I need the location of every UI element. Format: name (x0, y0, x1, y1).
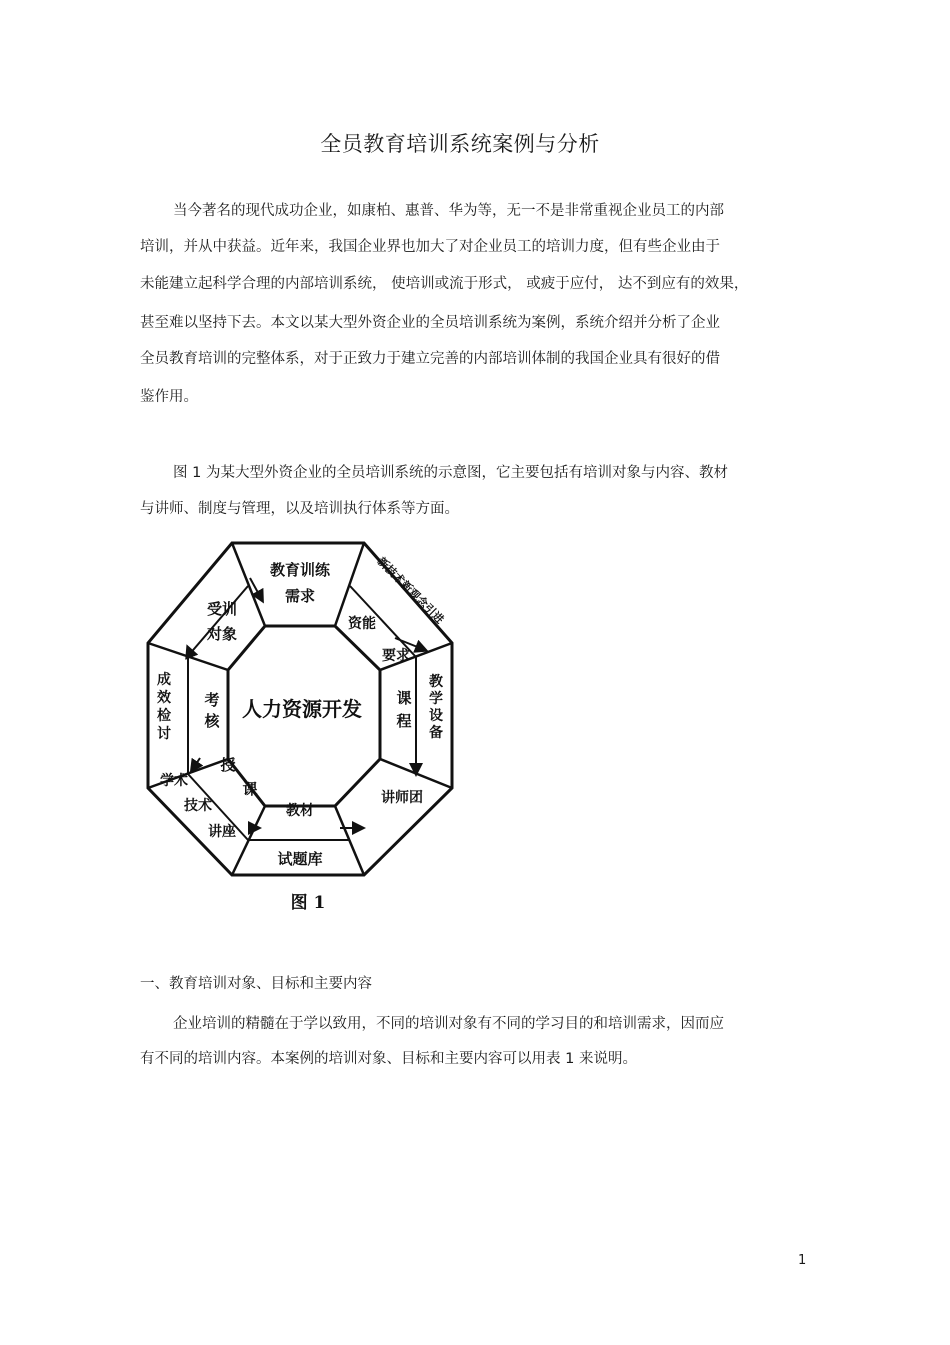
outer-lecturer-group: 讲师团 (381, 790, 423, 806)
section-line-1: 企业培训的精髓在于学以致用，不同的培训对象有不同的学习目的和培训需求，因而应 (173, 1016, 724, 1032)
inner-trainee-2: 对象 (206, 625, 238, 643)
inner-assessment-1: 考 (204, 691, 220, 709)
outer-equipment-3: 设 (429, 708, 443, 724)
figure-intro-line-2: 与讲师、制度与管理，以及培训执行体系等方面。 (140, 501, 459, 517)
section-line-2: 有不同的培训内容。本案例的培训对象、目标和主要内容可以用表 1 来说明。 (140, 1051, 637, 1067)
figure-intro-line-1: 图 1 为某大型外资企业的全员培训系统的示意图，它主要包括有培训对象与内容、教材 (173, 465, 728, 481)
inner-assessment-2: 核 (204, 712, 220, 730)
figure-caption: 图 1 (290, 893, 326, 913)
outer-lecture-3: 讲座 (208, 824, 236, 840)
inner-teaching-2: 课 (242, 780, 258, 798)
outer-need-2: 需求 (284, 587, 316, 605)
intro-line-2: 培训，并从中获益。近年来，我国企业界也加大了对企业员工的培训力度，但有些企业由于 (140, 239, 720, 255)
inner-course-1: 课 (396, 689, 412, 707)
outer-equipment-4: 备 (429, 725, 443, 741)
outer-need-1: 教育训练 (269, 561, 331, 579)
octagon-diagram-svg (140, 538, 460, 918)
intro-line-4: 甚至难以坚持下去。本文以某大型外资企业的全员培训系统为案例，系统介绍并分析了企业 (140, 315, 720, 331)
intro-line-5: 全员教育培训的完整体系，对于正致力于建立完善的内部培训体制的我国企业具有很好的借 (140, 351, 720, 367)
inner-ability-1: 资能 (348, 616, 376, 632)
divider-ne (335, 543, 364, 626)
document-title: 全员教育培训系统案例与分析 (320, 132, 600, 156)
outer-equipment-2: 学 (429, 691, 443, 707)
outer-review-3: 检 (157, 708, 171, 724)
intro-line-1: 当今著名的现代成功企业，如康柏、惠普、华为等，无一不是非常重视企业员工的内部 (173, 203, 724, 219)
intro-line-3: 未能建立起科学合理的内部培训系统， 使培训或流于形式， 或疲于应付， 达不到应有的效果， (140, 276, 749, 292)
intro-line-6: 鉴作用。 (140, 389, 198, 405)
outer-review-2: 效 (157, 690, 171, 706)
flow-arrow-5 (192, 758, 200, 770)
outer-lecture-1: 学术 (160, 773, 188, 789)
page-number: 1 (798, 1253, 807, 1268)
outer-equipment-1: 教 (429, 674, 443, 690)
inner-ability-2: 要求 (382, 648, 410, 664)
outer-new-tech: 新技术新观念引进 (374, 554, 447, 627)
inner-course-2: 程 (396, 712, 412, 730)
outer-review-4: 讨 (157, 726, 171, 742)
inner-teaching-1: 授 (220, 756, 236, 774)
training-system-diagram (140, 538, 460, 918)
center-label: 人力资源开发 (242, 697, 362, 721)
outer-question-bank: 试题库 (277, 850, 323, 868)
outer-review-1: 成 (157, 672, 171, 688)
outer-lecture-2: 技术 (184, 798, 212, 814)
flow-arrow-1 (250, 578, 262, 600)
inner-textbook: 教材 (286, 803, 314, 819)
section-heading: 一、教育培训对象、目标和主要内容 (140, 976, 372, 992)
inner-trainee-1: 受训 (206, 600, 238, 618)
partition-nw (188, 586, 248, 656)
